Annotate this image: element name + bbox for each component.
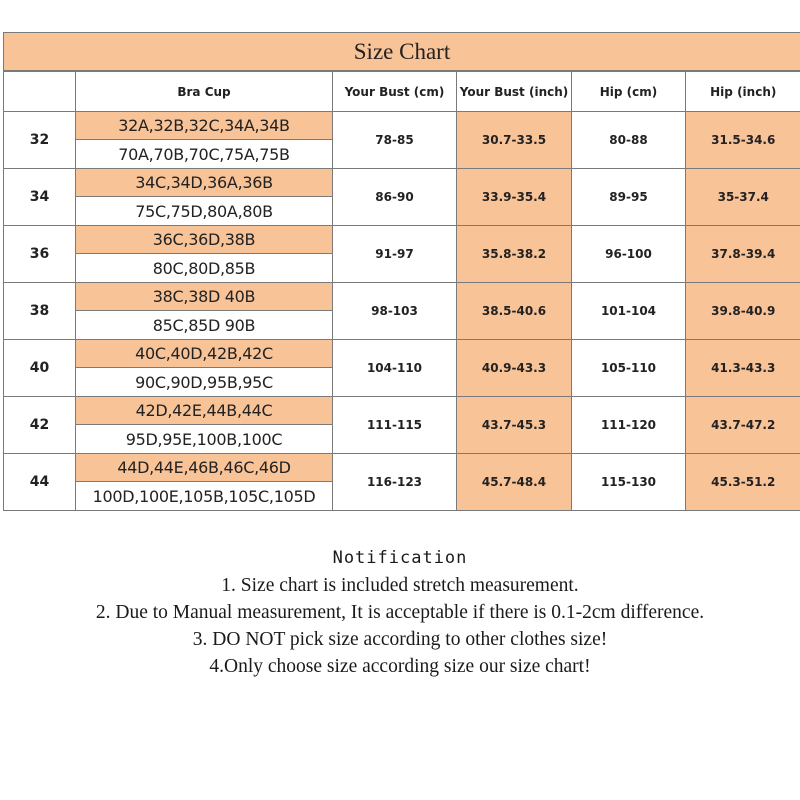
notification-heading: Notification [332,548,468,568]
size-chart [3,32,800,511]
bra-cup-secondary: 90C,90D,95B,95C [76,368,333,397]
table-body [4,112,800,511]
hip-inch-cell: 45.3-51.2 [686,454,800,511]
header-hip-cm: Hip (cm) [572,72,686,112]
header-hip-inch: Hip (inch) [686,72,800,112]
notification-line-1: 1. Size chart is included stretch measurement. [221,575,579,596]
bra-cup-secondary: 95D,95E,100B,100C [76,425,333,454]
size-cell: 36 [4,226,76,283]
table-row [4,226,800,254]
bra-cup-primary: 34C,34D,36A,36B [76,169,333,197]
bra-cup-primary: 36C,36D,38B [76,226,333,254]
bust-cm-cell: 91-97 [333,226,457,283]
size-cell: 40 [4,340,76,397]
bust-cm-cell: 78-85 [333,112,457,169]
bust-inch-cell: 40.9-43.3 [457,340,572,397]
table-row [4,454,800,482]
hip-cm-cell: 89-95 [572,169,686,226]
size-cell: 44 [4,454,76,511]
notification-line-2: 2. Due to Manual measurement, It is acceptable if there is 0.1-2cm difference. [95,602,705,623]
notification-line-3: 3. DO NOT pick size according to other clothes size! [192,629,608,650]
size-cell: 38 [4,283,76,340]
size-cell: 42 [4,397,76,454]
bust-inch-cell: 35.8-38.2 [457,226,572,283]
bust-inch-cell: 30.7-33.5 [457,112,572,169]
hip-inch-cell: 37.8-39.4 [686,226,800,283]
notification-line-4: 4.Only choose size according size our size chart! [209,656,591,677]
hip-cm-cell: 115-130 [572,454,686,511]
bra-cup-secondary: 80C,80D,85B [76,254,333,283]
hip-inch-cell: 31.5-34.6 [686,112,800,169]
size-table [3,71,800,511]
bra-cup-secondary: 85C,85D 90B [76,311,333,340]
table-row [4,340,800,368]
bust-inch-cell: 43.7-45.3 [457,397,572,454]
header-bra-cup: Bra Cup [76,72,333,112]
hip-inch-cell: 35-37.4 [686,169,800,226]
size-cell: 34 [4,169,76,226]
table-row [4,397,800,425]
header-size [4,72,76,112]
header-bust-cm: Your Bust (cm) [333,72,457,112]
bra-cup-primary: 40C,40D,42B,42C [76,340,333,368]
hip-cm-cell: 111-120 [572,397,686,454]
hip-cm-cell: 101-104 [572,283,686,340]
bra-cup-primary: 44D,44E,46B,46C,46D [76,454,333,482]
bust-cm-cell: 104-110 [333,340,457,397]
bust-cm-cell: 111-115 [333,397,457,454]
header-bust-inch: Your Bust (inch) [457,72,572,112]
header-row [4,72,800,112]
hip-cm-cell: 80-88 [572,112,686,169]
bust-cm-cell: 98-103 [333,283,457,340]
bust-inch-cell: 33.9-35.4 [457,169,572,226]
hip-inch-cell: 41.3-43.3 [686,340,800,397]
bra-cup-secondary: 100D,100E,105B,105C,105D [76,482,333,511]
bust-inch-cell: 45.7-48.4 [457,454,572,511]
bra-cup-primary: 32A,32B,32C,34A,34B [76,112,333,140]
bust-inch-cell: 38.5-40.6 [457,283,572,340]
chart-title: Size Chart [3,32,800,71]
hip-inch-cell: 39.8-40.9 [686,283,800,340]
notification [0,545,800,680]
table-row [4,283,800,311]
hip-cm-cell: 105-110 [572,340,686,397]
bust-cm-cell: 116-123 [333,454,457,511]
table-row [4,112,800,140]
table-row [4,169,800,197]
bust-cm-cell: 86-90 [333,169,457,226]
bra-cup-primary: 38C,38D 40B [76,283,333,311]
bra-cup-secondary: 70A,70B,70C,75A,75B [76,140,333,169]
hip-cm-cell: 96-100 [572,226,686,283]
size-cell: 32 [4,112,76,169]
bra-cup-primary: 42D,42E,44B,44C [76,397,333,425]
hip-inch-cell: 43.7-47.2 [686,397,800,454]
bra-cup-secondary: 75C,75D,80A,80B [76,197,333,226]
